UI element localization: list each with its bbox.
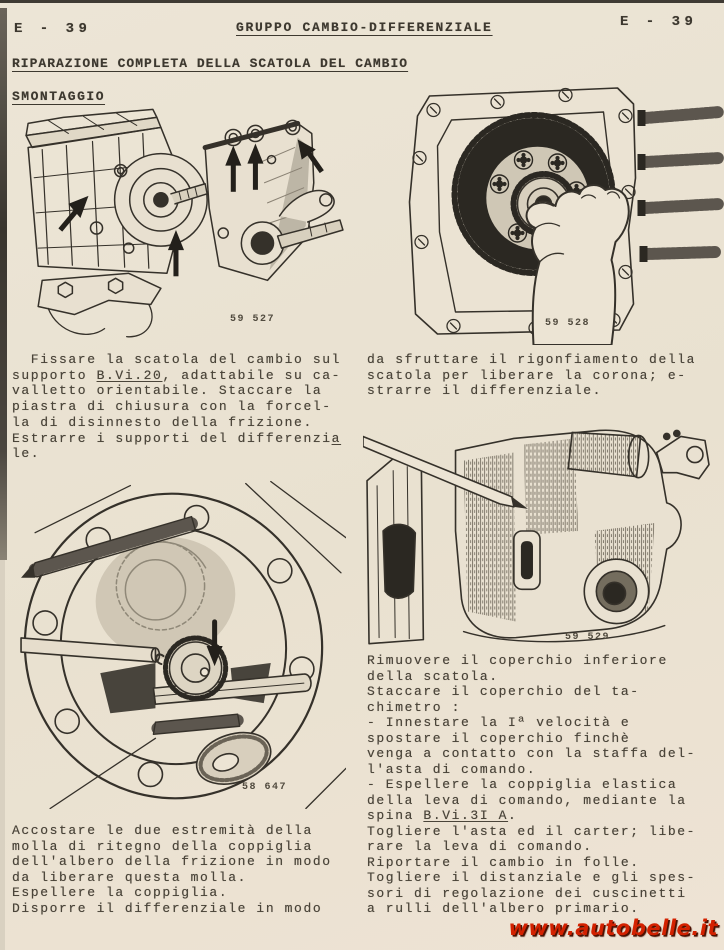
paragraph-fissare: Fissare la scatola del cambio sul supporto B.Vi.20, adattabile su ca- valletto orientabile. Staccare la piastra di chiusura con la forcel- la di disinnesto della frizione. Estrarre i supporti del differenzia le.	[12, 352, 342, 462]
gearbox-cover-illustration	[363, 410, 711, 650]
header-page-number-left: E - 39	[14, 21, 92, 37]
figure-caption: 59 527	[230, 314, 276, 325]
scan-top-edge	[0, 0, 724, 3]
header-title: GRUPPO CAMBIO-DIFFERENZIALE	[236, 20, 493, 35]
paragraph-accostare: Accostare le due estremità della molla di ritegno della coppiglia dell'albero della frizione in modo da liberare questa molla. Espellere la coppiglia. Disporre il differenziale in modo	[12, 823, 332, 916]
figure-caption: 59 529	[565, 632, 611, 643]
paragraph-sfruttare: da sfruttare il rigonfiamento della scatola per liberare la corona; e- strarre il differenziale.	[367, 352, 697, 399]
crown-wheel-illustration	[5, 477, 346, 809]
watermark-url: www.autobelle.it	[508, 916, 718, 940]
differential-illustration	[385, 82, 724, 345]
subsection-title: SMONTAGGIO	[12, 89, 106, 104]
figure-caption: 59 528	[545, 318, 591, 329]
figure-differential-extraction	[385, 82, 724, 345]
figure-circlip-spring	[5, 477, 346, 809]
figure-lower-cover-removal	[363, 410, 711, 650]
header-page-number-right: E - 39	[620, 14, 698, 30]
figure-gearbox-on-stand	[8, 107, 355, 344]
gearbox-illustration	[8, 107, 355, 344]
paragraph-rimuovere: Rimuovere il coperchio inferiore della scatola. Staccare il coperchio del ta- chimetro : - Innestare la Iª velocità e spostare il coperchio finchè venga a contatto con la staffa del- l'asta di comando. - Espellere la coppiglia elastica della leva di comando, mediante la spina B.Vi.3I A. Togliere l'asta ed il carter; libe- rare la leva di comando. Riportare il cambio in folle. Togliere il distanziale e gli spes- sori di regolazione dei cuscinetti a rulli dell'albero primario.	[367, 653, 697, 916]
figure-caption: 58 647	[242, 782, 288, 793]
section-title: RIPARAZIONE COMPLETA DELLA SCATOLA DEL CAMBIO	[12, 56, 409, 71]
